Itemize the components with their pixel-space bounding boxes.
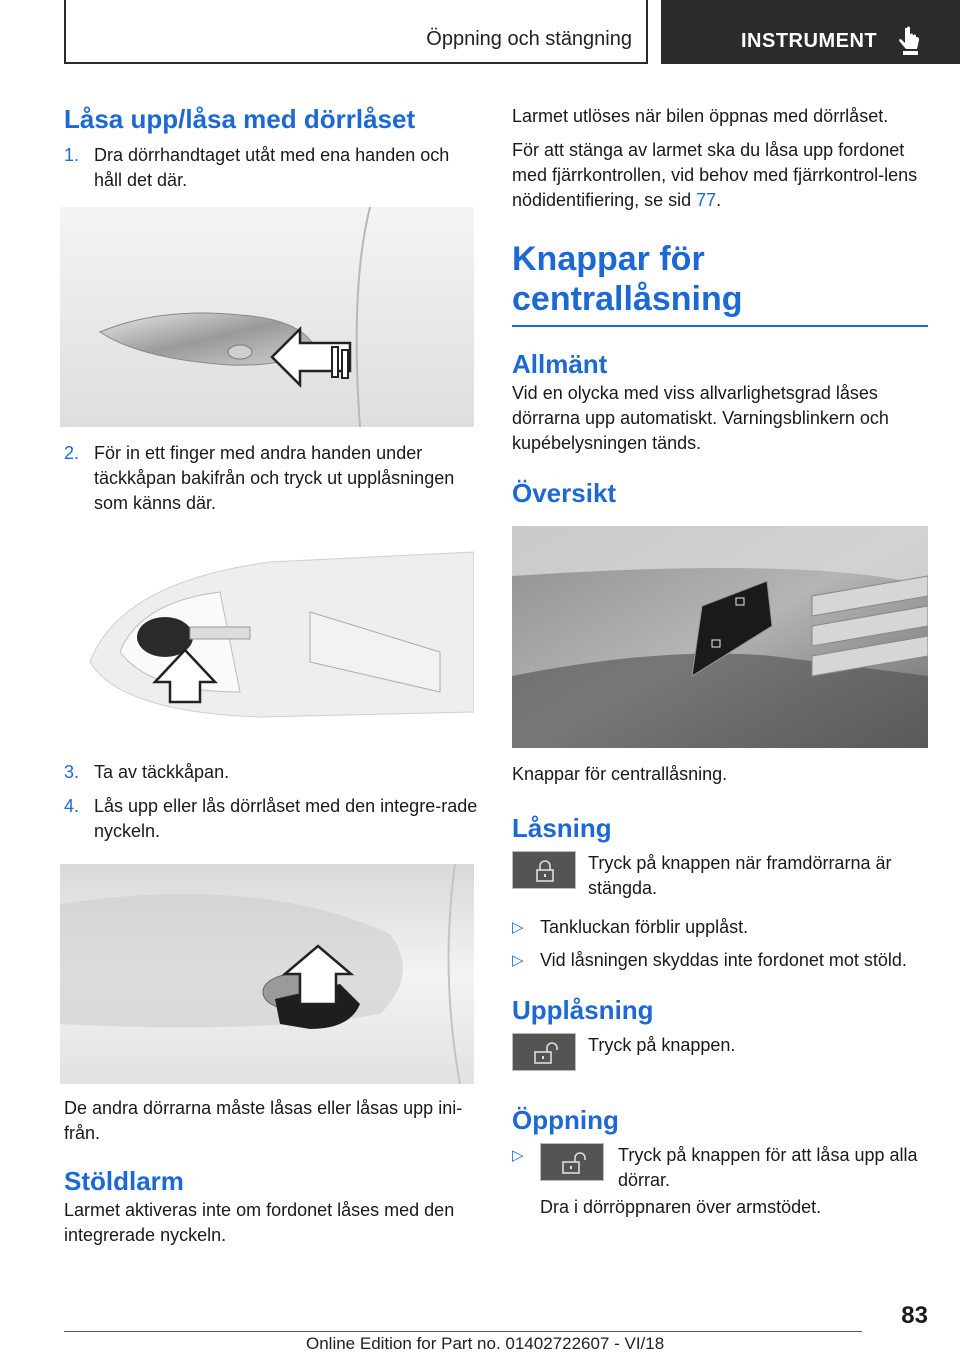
overview-caption: Knappar för centrallåsning. — [512, 764, 728, 784]
overview-title: Översikt — [512, 478, 617, 508]
right-column — [512, 104, 928, 1220]
general-text: Vid en olycka med viss allvarlighetsgrad låses dörrarna upp automatiskt. Varningsblinkern och kupébelysningen tänds. — [512, 383, 889, 453]
header-section-tab — [64, 0, 648, 64]
anti-theft-text: Larmet aktiveras inte om fordonet låses med den integrerade nyckeln. — [64, 1200, 455, 1245]
touch-hand-icon — [897, 26, 923, 56]
step-2 — [64, 441, 478, 516]
step-number: 2. — [64, 443, 80, 463]
footer-divider — [64, 1331, 862, 1332]
lock-button-image — [512, 851, 576, 889]
door-handle-photo — [60, 207, 474, 427]
unlock-icon — [561, 1152, 587, 1174]
triangle-bullet-icon: ▷ — [512, 1147, 524, 1164]
step-number: 1. — [64, 145, 80, 165]
alarm-off-text-end: . — [716, 190, 722, 210]
opening-row — [512, 1143, 928, 1193]
header-section-title: Öppning och stängning — [426, 28, 632, 50]
anti-theft-title: Stöldlarm — [64, 1166, 184, 1196]
unlocking-text: Tryck på knappen. — [588, 1035, 736, 1055]
alarm-off-text — [512, 138, 928, 213]
integrated-key-photo — [60, 864, 474, 1084]
other-doors-text: De andra dörrarna måste låsas eller låsas upp ini-från. — [64, 1098, 463, 1143]
central-locking-title: Knappar för centrallåsning — [512, 239, 928, 327]
step-number: 4. — [64, 796, 80, 816]
opening-text: Tryck på knappen för att låsa upp alla dörrar. — [618, 1145, 918, 1190]
opening-title: Öppning — [512, 1105, 619, 1135]
unlock-button-image — [512, 1033, 576, 1071]
unlocking-title: Upplåsning — [512, 995, 654, 1025]
left-column — [64, 104, 478, 1248]
triangle-bullet-icon: ▷ — [512, 952, 524, 969]
unlocking-row — [512, 1033, 928, 1083]
unlock-icon — [533, 1042, 559, 1064]
bullet-text: Vid låsningen skyddas inte fordonet mot stöld. — [540, 950, 907, 970]
alarm-triggered-text: Larmet utlöses när bilen öppnas med dörrlåset. — [512, 106, 889, 126]
locking-title: Låsning — [512, 813, 612, 843]
alarm-off-text-body: För att stänga av larmet ska du låsa upp fordonet med fjärrkontrollen, vid behov med fjärrkontrol-lens nödidentifiering, se sid — [512, 140, 918, 210]
door-lock-title: Låsa upp/låsa med dörrlåset — [64, 104, 416, 134]
locking-bullet-2 — [512, 948, 928, 973]
step-text: Lås upp eller lås dörrlåset med den integre-rade nyckeln. — [94, 796, 478, 841]
unlock-button-image — [540, 1143, 604, 1181]
locking-row — [512, 851, 928, 901]
footer-edition: Online Edition for Part no. 01402722607 - VI/18 — [306, 1334, 665, 1353]
page-number: 83 — [901, 1302, 928, 1329]
locking-text: Tryck på knappen när framdörrarna är stängda. — [588, 853, 892, 898]
opening-sub-text: Dra i dörröppnaren över armstödet. — [540, 1197, 822, 1217]
general-title: Allmänt — [512, 349, 608, 379]
cover-cap-photo — [60, 542, 474, 732]
page-link[interactable]: 77 — [696, 190, 717, 210]
locking-bullet-1 — [512, 915, 928, 940]
step-text: Dra dörrhandtaget utåt med ena handen och håll det där. — [94, 145, 450, 190]
step-1 — [64, 143, 478, 193]
step-4 — [64, 794, 478, 844]
header-chapter-title: INSTRUMENT — [741, 30, 878, 52]
lock-icon — [533, 860, 557, 882]
step-text: För in ett finger med andra handen under täckkåpan bakifrån och tryck ut upplåsningen som känns där. — [94, 443, 455, 513]
step-text: Ta av täckkåpan. — [94, 762, 230, 782]
bullet-text: Tankluckan förblir upplåst. — [540, 917, 749, 937]
triangle-bullet-icon: ▷ — [512, 919, 524, 936]
step-number: 3. — [64, 762, 80, 782]
central-locking-buttons-photo — [512, 526, 928, 748]
step-3 — [64, 760, 478, 785]
header-chapter-tab — [661, 0, 960, 64]
